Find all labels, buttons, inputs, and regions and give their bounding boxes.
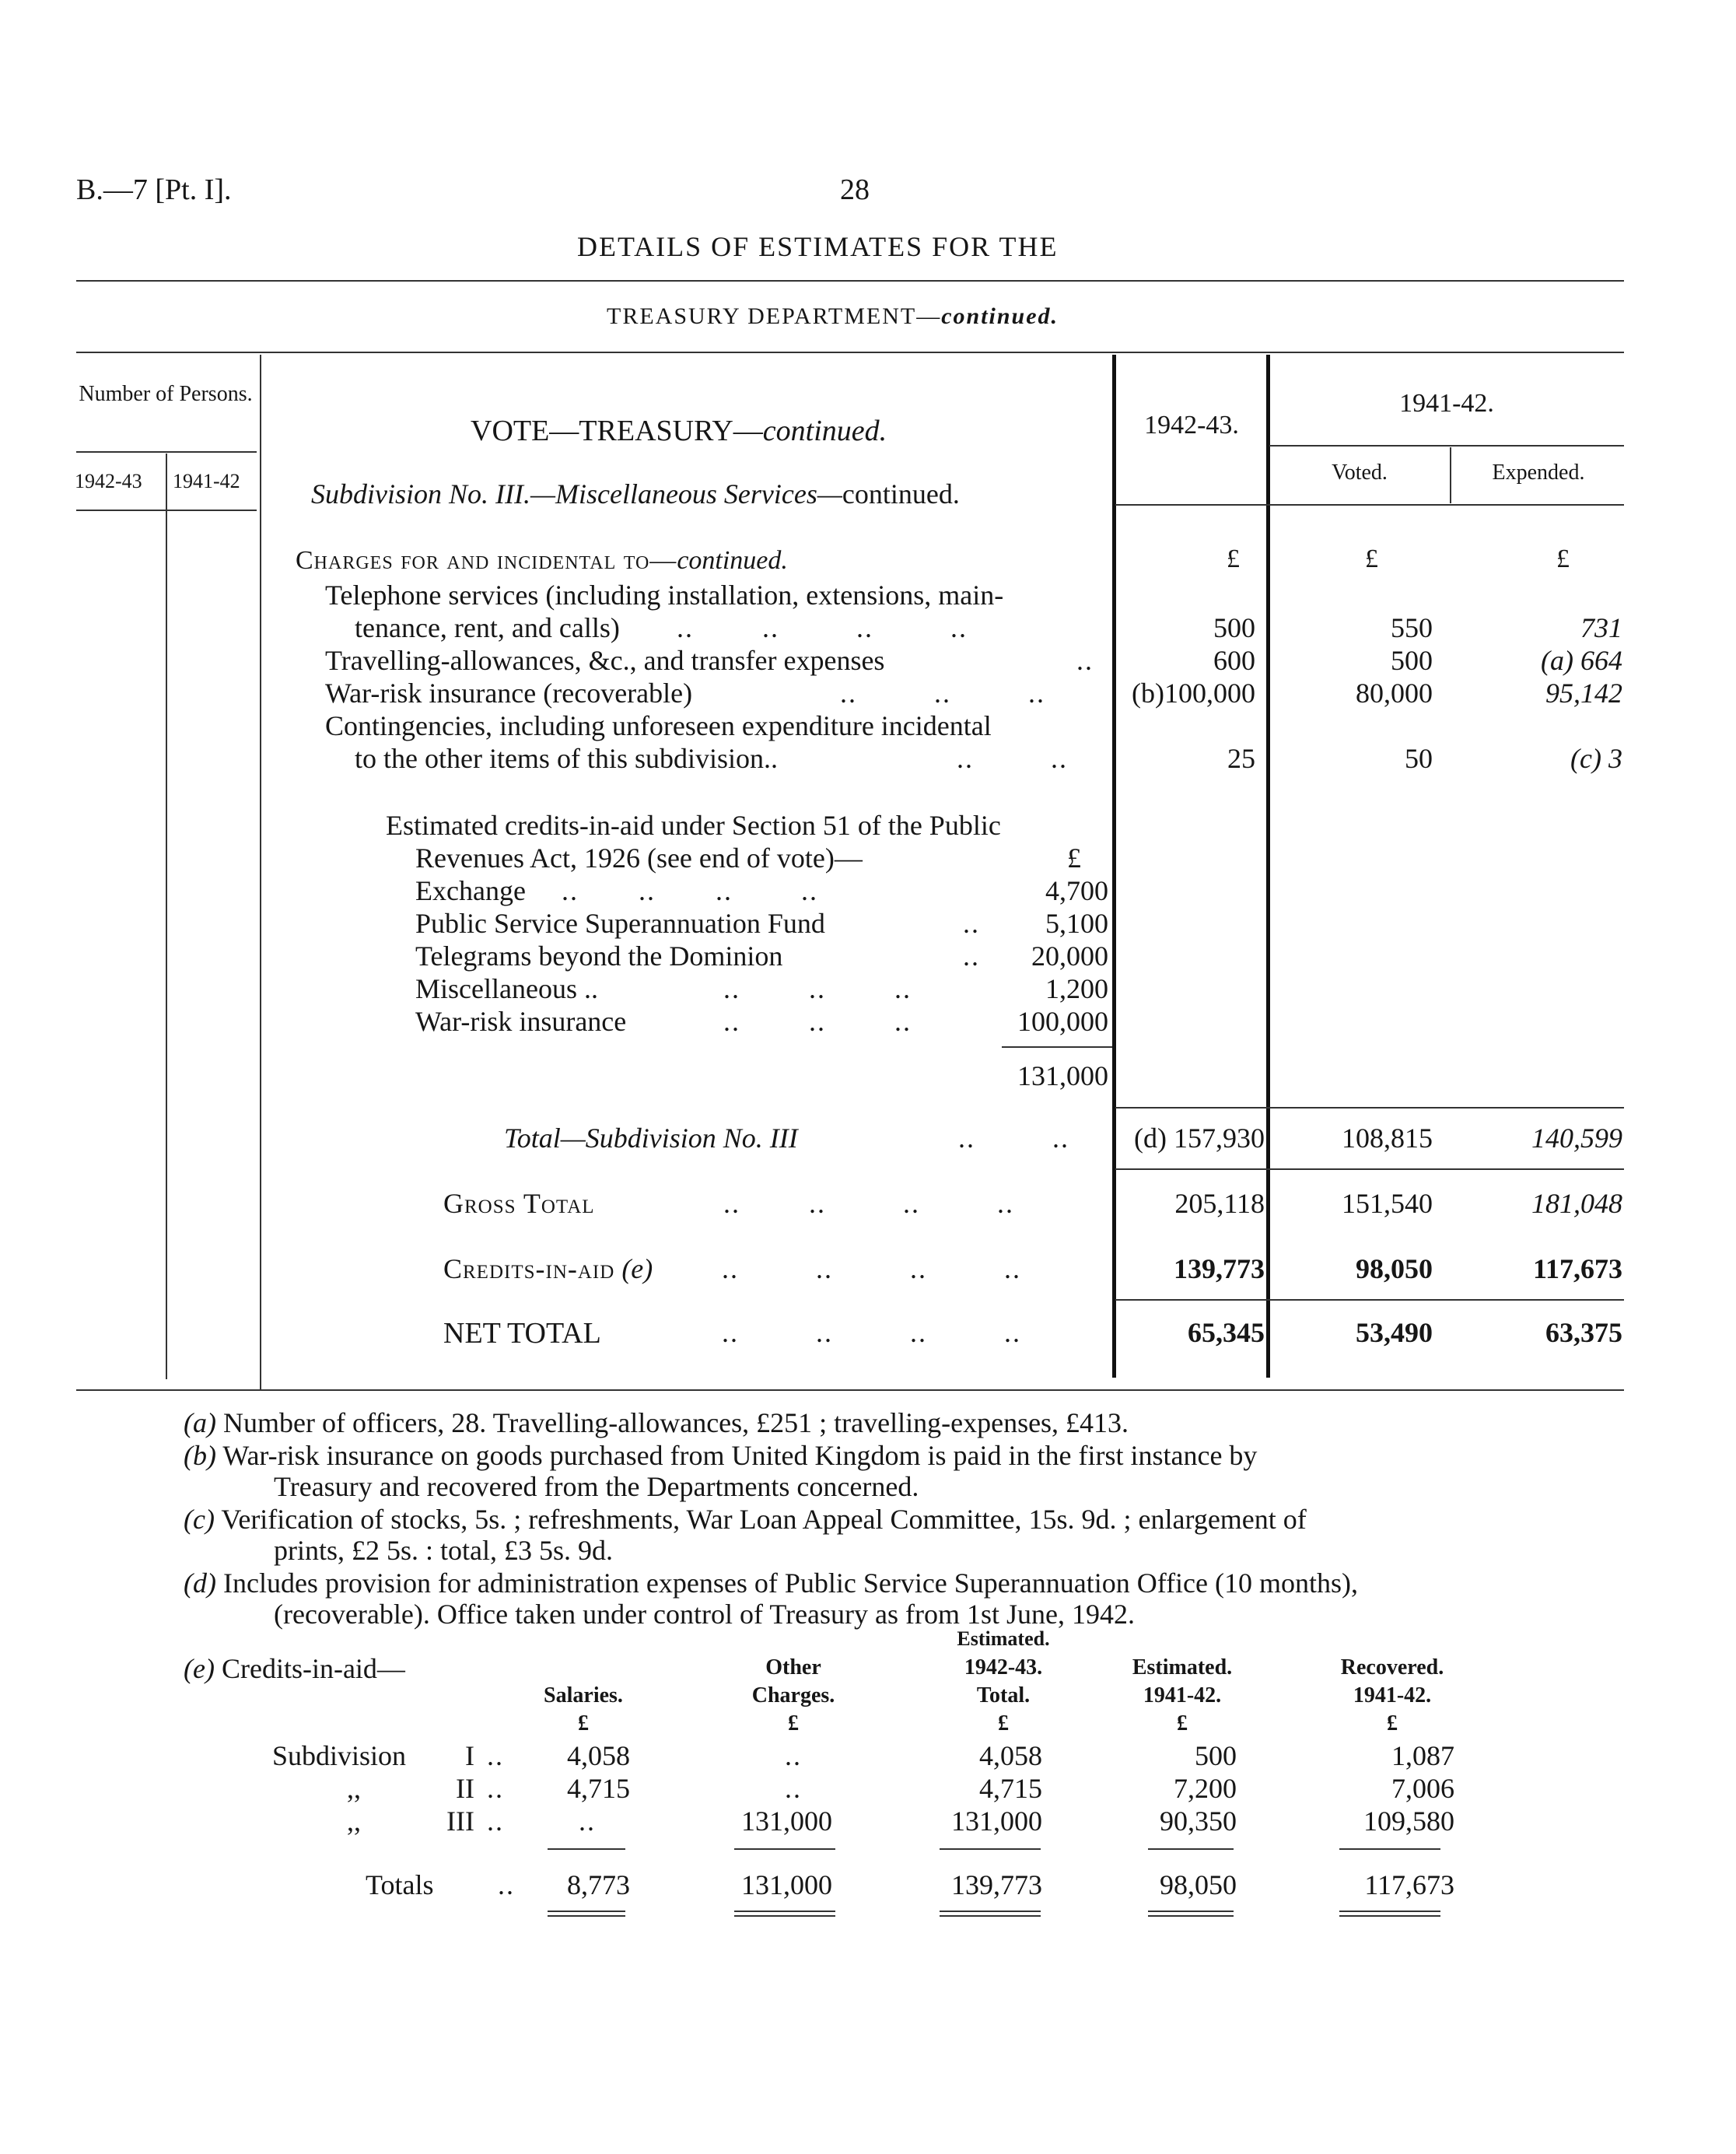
cell-salaries: 4,715	[567, 1773, 630, 1804]
credits-in-aid-text: Credits-in-aid	[443, 1253, 615, 1284]
footnote-mark: (a)	[184, 1407, 216, 1438]
leader-dots: ..	[1076, 645, 1094, 676]
double-rule	[1339, 1911, 1440, 1912]
col-header-expended: Expended.	[1492, 461, 1585, 485]
charge-item-label: Contingencies, including unforeseen expenditure incidental	[325, 710, 992, 741]
currency-1942: £	[1227, 545, 1240, 573]
total-subdivision-1942: (d) 157,930	[1134, 1123, 1265, 1154]
charges-heading-continued: continued.	[677, 546, 788, 575]
leader-dots: .. .. .. ..	[677, 612, 968, 643]
credits-in-aid-expended: 117,673	[1532, 1253, 1622, 1284]
credits-table-title	[184, 1652, 405, 1685]
cell-recovered: 7,006	[1391, 1773, 1454, 1804]
credits-item-label: Telegrams beyond the Dominion	[415, 940, 783, 972]
column-header-rule	[1115, 504, 1624, 506]
year-header-rule	[1269, 445, 1624, 447]
subdivision-text: Subdivision No. III.—Miscellaneous Services—	[311, 478, 842, 510]
total-subdivision-expended: 140,599	[1531, 1123, 1622, 1154]
subdivision-number: II	[456, 1773, 474, 1804]
net-total-rule	[1115, 1299, 1624, 1301]
table-bottom-rule	[76, 1389, 1624, 1391]
header-other: Other	[765, 1655, 821, 1679]
totals-rule	[1115, 1168, 1624, 1170]
cell-total: 4,715	[979, 1773, 1042, 1804]
sum-rule	[940, 1848, 1041, 1850]
vote-title-text: VOTE—TREASURY—	[471, 415, 763, 447]
charges-heading-text: Charges for and incidental to—	[296, 546, 677, 575]
col-header-voted: Voted.	[1332, 461, 1388, 485]
col-header-1942-43: 1942-43.	[1144, 411, 1239, 440]
subdivision-ditto: ,,	[347, 1773, 361, 1804]
net-total-expended: 63,375	[1545, 1317, 1622, 1348]
credits-item-value: 4,700	[1045, 875, 1108, 906]
header-estimated-1941: Estimated.	[1132, 1655, 1233, 1679]
header-charges: Charges.	[751, 1683, 835, 1707]
footnote-text: Number of officers, 28. Travelling-allowances, £251 ; travelling-expenses, £413.	[222, 1407, 1129, 1438]
leader-dots: .. .. .. ..	[722, 1253, 1021, 1284]
leader-dots: .. .. .. ..	[722, 1317, 1021, 1348]
charge-item-label: War-risk insurance (recoverable)	[325, 678, 693, 709]
persons-header-rule	[76, 451, 257, 453]
header-recovered: Recovered.	[1340, 1655, 1444, 1679]
divider	[76, 352, 1624, 353]
footnote-mark: (c)	[184, 1504, 215, 1535]
department-name: TREASURY DEPARTMENT—	[607, 303, 942, 329]
header-estimated-1941-year: 1941-42.	[1143, 1683, 1222, 1707]
persons-inner-border	[166, 454, 167, 1379]
subdivision-number: I	[465, 1740, 474, 1771]
header-estimated: Estimated.	[957, 1627, 1050, 1650]
footnote-text: Verification of stocks, 5s. ; refreshments, War Loan Appeal Committee, 15s. 9d. ; enlargement of	[221, 1504, 1307, 1535]
totals-label: Totals	[366, 1869, 434, 1900]
column-border-expended	[1450, 447, 1451, 503]
header-total: Total.	[976, 1683, 1031, 1707]
credits-currency: £	[1067, 842, 1081, 874]
currency-rec: £	[1387, 1711, 1398, 1735]
header-salaries: Salaries.	[544, 1683, 623, 1707]
footnote-mark: (d)	[184, 1567, 216, 1599]
cell-salaries: 4,058	[567, 1740, 630, 1771]
persons-col-1942: 1942-43	[75, 470, 142, 492]
credits-item-label: Public Service Superannuation Fund	[415, 908, 825, 939]
leader-dots: .. .. ..	[723, 973, 912, 1004]
cell-other: ..	[785, 1773, 802, 1804]
leader-dots: ..	[487, 1773, 504, 1804]
value-1942: (b)100,000	[1132, 678, 1255, 709]
column-border-1942	[1112, 355, 1116, 1378]
credits-in-aid-1942: 139,773	[1174, 1253, 1265, 1284]
gross-total-voted: 151,540	[1342, 1188, 1433, 1219]
cell-recovered: 1,087	[1391, 1740, 1454, 1771]
credits-item-label: Miscellaneous ..	[415, 973, 598, 1004]
currency-est41: £	[1177, 1711, 1188, 1735]
double-rule	[1339, 1915, 1440, 1917]
value-expended: 731	[1580, 612, 1622, 643]
value-1942: 500	[1213, 612, 1255, 643]
gross-total-label: Gross Total	[443, 1188, 595, 1219]
currency-voted: £	[1365, 545, 1378, 573]
header-recovered-year: 1941-42.	[1353, 1683, 1432, 1707]
footnote-c-cont: prints, £2 5s. : total, £3 5s. 9d.	[274, 1535, 614, 1566]
page-number: 28	[840, 173, 870, 206]
cell-est41: 500	[1195, 1740, 1237, 1771]
double-rule	[548, 1915, 625, 1917]
total-subdivision-label: Total—Subdivision No. III	[504, 1123, 798, 1154]
footnote-b	[184, 1439, 1257, 1472]
double-rule	[734, 1915, 835, 1917]
totals-top-rule	[1115, 1107, 1624, 1109]
credits-item-label: War-risk insurance	[415, 1006, 627, 1037]
credits-in-aid-voted: 98,050	[1356, 1253, 1433, 1284]
header-estimated-year: 1942-43.	[964, 1655, 1043, 1679]
cell-recovered: 109,580	[1363, 1806, 1454, 1837]
subdivision-label: Subdivision	[272, 1740, 407, 1771]
cell-salaries: ..	[579, 1806, 596, 1837]
double-rule	[940, 1915, 1041, 1917]
leader-dots: .. .. .. ..	[723, 1188, 1014, 1219]
leader-dots: .. .. ..	[840, 678, 1045, 709]
department-title	[607, 303, 1059, 330]
footnote-a	[184, 1406, 1129, 1439]
credits-intro-cont: Revenues Act, 1926 (see end of vote)—	[415, 842, 863, 874]
credits-table-title-text: Credits-in-aid—	[221, 1653, 405, 1684]
net-total-label: NET TOTAL	[443, 1317, 601, 1350]
leader-dots: .. .. .. ..	[562, 875, 818, 906]
leader-dots: ..	[498, 1869, 515, 1900]
charges-heading	[296, 546, 788, 576]
total-salaries: 8,773	[567, 1869, 630, 1900]
department-continued: continued.	[941, 303, 1059, 329]
cell-other: ..	[785, 1740, 802, 1771]
column-border-1941	[1266, 355, 1270, 1378]
double-rule	[1148, 1911, 1234, 1912]
net-total-1942: 65,345	[1188, 1317, 1265, 1348]
subdivision-number: III	[446, 1806, 474, 1837]
double-rule	[1148, 1915, 1234, 1917]
footnote-mark: (e)	[184, 1653, 215, 1684]
charge-item-label-cont: to the other items of this subdivision..	[355, 743, 778, 774]
leader-dots: ..	[487, 1806, 504, 1837]
charge-item-label-cont: tenance, rent, and calls)	[355, 612, 620, 643]
credits-sum-rule	[1002, 1046, 1112, 1048]
sum-rule	[548, 1848, 625, 1850]
credits-item-label: Exchange	[415, 875, 526, 906]
sum-rule	[1339, 1848, 1440, 1850]
footnote-c	[184, 1503, 1307, 1536]
value-voted: 500	[1391, 645, 1433, 676]
charge-item-label: Travelling-allowances, &c., and transfer expenses	[325, 645, 885, 676]
value-voted: 550	[1391, 612, 1433, 643]
footnote-text: Includes provision for administration expenses of Public Service Superannuation Office (10 months),	[222, 1567, 1359, 1599]
value-expended: (a) 664	[1541, 645, 1622, 676]
footnote-d-cont: (recoverable). Office taken under control of Treasury as from 1st June, 1942.	[274, 1599, 1135, 1630]
leader-dots: ..	[487, 1740, 504, 1771]
credits-intro: Estimated credits-in-aid under Section 51 of the Public	[386, 810, 1001, 841]
value-expended: 95,142	[1545, 678, 1622, 709]
gross-total-1942: 205,118	[1174, 1188, 1265, 1219]
net-total-voted: 53,490	[1356, 1317, 1433, 1348]
credits-item-value: 100,000	[1017, 1006, 1108, 1037]
double-rule	[734, 1911, 835, 1912]
double-rule	[940, 1911, 1041, 1912]
credits-item-value: 20,000	[1031, 940, 1108, 972]
cell-est41: 7,200	[1174, 1773, 1237, 1804]
divider	[76, 280, 1624, 282]
vote-title	[471, 414, 887, 448]
credits-total: 131,000	[1017, 1060, 1108, 1091]
footnote-text: War-risk insurance on goods purchased from United Kingdom is paid in the first instance by	[222, 1440, 1258, 1471]
leader-dots: .. ..	[958, 1123, 1069, 1154]
credits-item-value: 5,100	[1045, 908, 1108, 939]
leader-dots: .. .. ..	[723, 1006, 912, 1037]
credits-in-aid-mark: (e)	[621, 1253, 653, 1284]
cell-est41: 90,350	[1160, 1806, 1237, 1837]
currency-salaries: £	[578, 1711, 589, 1735]
total-total: 139,773	[951, 1869, 1042, 1900]
value-1942: 600	[1213, 645, 1255, 676]
cell-total: 131,000	[951, 1806, 1042, 1837]
total-other: 131,000	[741, 1869, 832, 1900]
leader-dots: ..	[963, 908, 980, 939]
total-recovered: 117,673	[1364, 1869, 1454, 1900]
footnote-b-cont: Treasury and recovered from the Departments concerned.	[274, 1471, 919, 1502]
persons-col-1941: 1941-42	[173, 470, 240, 492]
col-header-1941-42: 1941-42.	[1399, 389, 1494, 418]
cell-other: 131,000	[741, 1806, 832, 1837]
total-est41: 98,050	[1160, 1869, 1237, 1900]
value-1942: 25	[1227, 743, 1255, 774]
cell-total: 4,058	[979, 1740, 1042, 1771]
credits-item-value: 1,200	[1045, 973, 1108, 1004]
charge-item-label: Telephone services (including installation, extensions, main-	[325, 580, 1004, 611]
page-title: DETAILS OF ESTIMATES FOR THE	[577, 231, 1059, 262]
sum-rule	[1148, 1848, 1234, 1850]
vote-title-continued: continued.	[762, 415, 887, 447]
value-voted: 80,000	[1356, 678, 1433, 709]
subdivision-title	[311, 478, 960, 510]
subdivision-continued: continued.	[842, 478, 960, 510]
leader-dots: ..	[963, 940, 980, 972]
footnote-mark: (b)	[184, 1440, 216, 1471]
leader-dots: .. ..	[957, 743, 1068, 774]
persons-header: Number of Persons.	[79, 382, 253, 406]
value-voted: 50	[1405, 743, 1433, 774]
currency-expended: £	[1556, 545, 1570, 573]
persons-col-rule	[76, 510, 257, 511]
currency-other: £	[788, 1711, 799, 1735]
footnote-d	[184, 1567, 1358, 1599]
subdivision-ditto: ,,	[347, 1806, 361, 1837]
double-rule	[548, 1911, 625, 1912]
total-subdivision-voted: 108,815	[1342, 1123, 1433, 1154]
credits-in-aid-label	[443, 1252, 653, 1285]
document-reference: B.—7 [Pt. I].	[76, 173, 232, 206]
sum-rule	[734, 1848, 835, 1850]
currency-total: £	[998, 1711, 1009, 1735]
gross-total-expended: 181,048	[1531, 1188, 1622, 1219]
persons-column-border	[260, 355, 261, 1389]
value-expended: (c) 3	[1570, 743, 1622, 774]
